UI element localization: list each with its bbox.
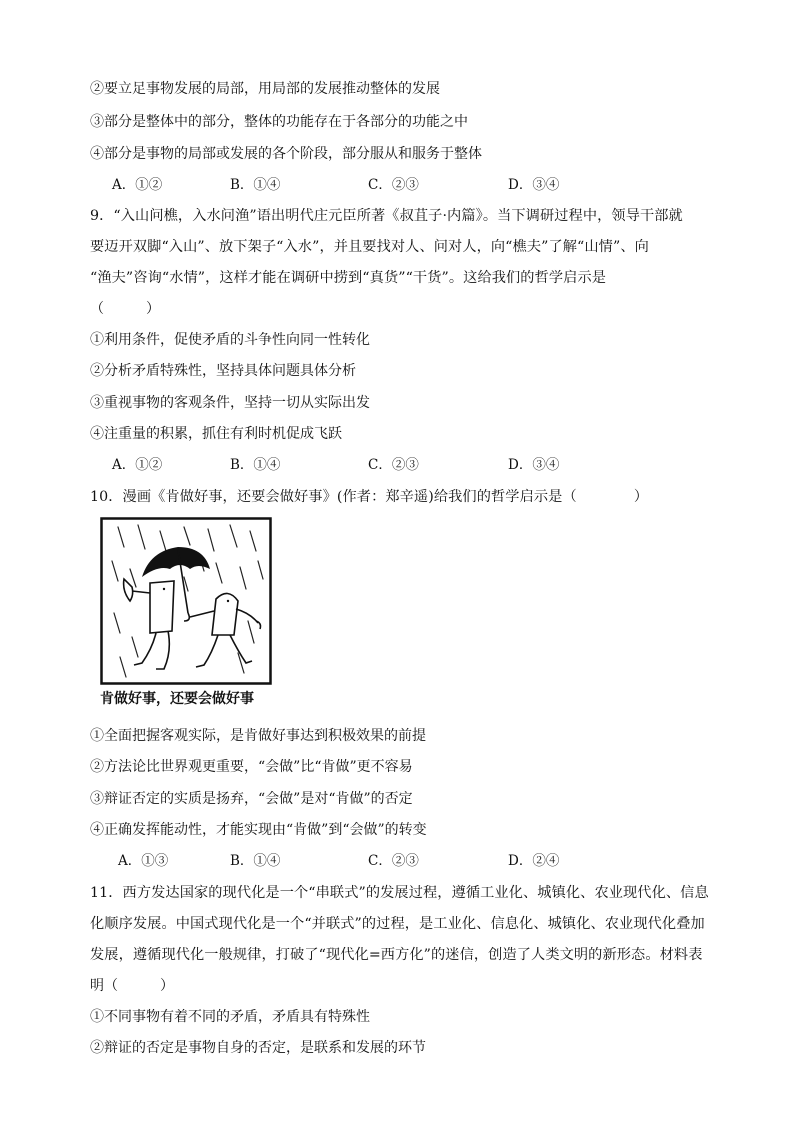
q9-choice-b[interactable]: B．①④ xyxy=(230,457,281,473)
q8-choice-c[interactable]: C．②③ xyxy=(368,177,419,193)
q10-choice-c[interactable]: C．②③ xyxy=(368,853,419,869)
q9-choice-a[interactable]: A．①② xyxy=(112,457,163,473)
q11-stem-line-4: 明（ ） xyxy=(90,978,174,994)
cartoon-caption: 肯做好事，还要会做好事 xyxy=(100,691,254,707)
q11-option-1: ①不同事物有着不同的矛盾，矛盾具有特殊性 xyxy=(90,1009,370,1025)
q8-option-2: ②要立足事物发展的局部，用局部的发展推动整体的发展 xyxy=(90,81,440,97)
q9-stem-line-1: 9．“入山问樵，入水问渔”语出明代庄元臣所著《叔苴子·内篇》。当下调研过程中，领导干部就 xyxy=(90,208,683,224)
q11-option-2: ②辩证的否定是事物自身的否定，是联系和发展的环节 xyxy=(90,1040,426,1056)
q9-stem-line-2: 要迈开双脚“入山”、放下架子“入水”，并且要找对人、问对人，向“樵夫”了解“山情”、向 xyxy=(90,239,649,255)
q10-option-2: ②方法论比世界观更重要，“会做”比“肯做”更不容易 xyxy=(90,759,413,775)
umbrella-rain-cartoon-icon xyxy=(100,517,272,685)
q9-option-2: ②分析矛盾特殊性，坚持具体问题具体分析 xyxy=(90,363,356,379)
q8-choices xyxy=(90,175,705,195)
q9-option-1: ①利用条件，促使矛盾的斗争性向同一性转化 xyxy=(90,332,370,348)
q8-option-3: ③部分是整体中的部分，整体的功能存在于各部分的功能之中 xyxy=(90,114,468,130)
q8-choice-b[interactable]: B．①④ xyxy=(230,177,281,193)
q10-option-3: ③辩证否定的实质是扬弃，“会做”是对“肯做”的否定 xyxy=(90,791,413,807)
q10-option-4: ④正确发挥能动性，才能实现由“肯做”到“会做”的转变 xyxy=(90,822,427,838)
q10-option-1: ①全面把握客观实际，是肯做好事达到积极效果的前提 xyxy=(90,728,426,744)
q8-choice-a[interactable]: A．①② xyxy=(112,177,163,193)
q9-choices xyxy=(90,455,705,475)
q9-option-3: ③重视事物的客观条件，坚持一切从实际出发 xyxy=(90,395,370,411)
q11-stem-line-3: 发展，遵循现代化一般规律，打破了“现代化=西方化”的迷信，创造了人类文明的新形态。材料表 xyxy=(90,947,703,963)
q10-choice-a[interactable]: A．①③ xyxy=(118,853,169,869)
q10-choices xyxy=(90,851,705,871)
q10-choice-d[interactable]: D．②④ xyxy=(508,853,560,869)
q10-choice-b[interactable]: B．①④ xyxy=(230,853,281,869)
q9-choice-d[interactable]: D．③④ xyxy=(508,457,560,473)
q9-answer-blank: （ ） xyxy=(90,301,160,317)
q8-choice-d[interactable]: D．③④ xyxy=(508,177,560,193)
q9-stem-line-3: “渔夫”咨询“水情”，这样才能在调研中捞到“真货”“干货”。这给我们的哲学启示是 xyxy=(90,270,607,286)
q11-stem-line-1: 11．西方发达国家的现代化是一个“串联式”的发展过程，遵循工业化、城镇化、农业现代化、信息 xyxy=(90,885,709,901)
q9-choice-c[interactable]: C．②③ xyxy=(368,457,419,473)
q8-option-4: ④部分是事物的局部或发展的各个阶段，部分服从和服务于整体 xyxy=(90,146,482,162)
q9-option-4: ④注重量的积累，抓住有利时机促成飞跃 xyxy=(90,426,342,442)
q11-stem-line-2: 化顺序发展。中国式现代化是一个“并联式”的过程，是工业化、信息化、城镇化、农业现代化叠加 xyxy=(90,916,705,932)
q10-stem: 10．漫画《肯做好事，还要会做好事》(作者：郑辛遥)给我们的哲学启示是（ ） xyxy=(90,489,649,505)
